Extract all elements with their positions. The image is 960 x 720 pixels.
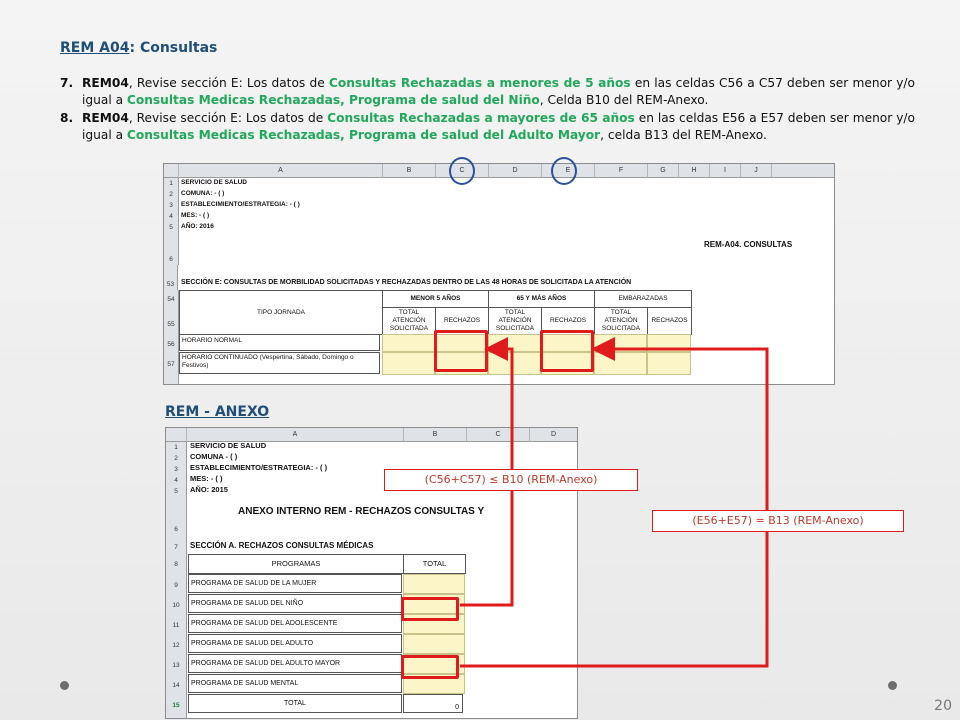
info-comuna[interactable]: COMUNA - ( ) (190, 452, 238, 461)
subhdr-total: TOTAL ATENCIÓN SOLICITADA (594, 307, 648, 335)
row-header[interactable]: 6 (164, 233, 179, 265)
col-header-i[interactable]: I (710, 164, 741, 178)
info-establecimiento[interactable]: ESTABLECIMIENTO/ESTRATEGIA: - ( ) (190, 463, 328, 472)
col-header-f[interactable]: F (595, 164, 648, 178)
program-row-mujer[interactable]: PROGRAMA DE SALUD DE LA MUJER (188, 574, 402, 593)
row-header[interactable]: 3 (164, 200, 179, 211)
col-header-a[interactable]: A (187, 428, 404, 442)
row-header[interactable]: 1 (166, 442, 187, 453)
total-header: TOTAL (403, 554, 466, 574)
info-mes[interactable]: MES: - ( ) (190, 474, 223, 483)
tipo-jornada-header: TIPO JORNADA (179, 290, 383, 335)
anexo-report-title: ANEXO INTERNO REM - RECHAZOS CONSULTAS Y (238, 506, 485, 517)
formula-label-c: (C56+C57) ≤ B10 (REM-Anexo) (384, 469, 638, 491)
row-header[interactable]: 6 (166, 497, 187, 539)
subhdr-total: TOTAL ATENCIÓN SOLICITADA (488, 307, 542, 335)
group-embarazadas: EMBARAZADAS (594, 290, 692, 308)
group-menor-5: MENOR 5 AÑOS (382, 290, 489, 308)
subhdr-rechazos: RECHAZOS (435, 307, 489, 335)
program-row-nino[interactable]: PROGRAMA DE SALUD DEL NIÑO (188, 594, 402, 613)
row57-label[interactable]: HORARIO CONTINUADO (Vespertina, Sábado, Domingo o Festivos) (179, 352, 380, 374)
rule-part: , celda B13 del REM-Anexo. (600, 128, 767, 142)
row-header[interactable]: 56 (164, 334, 179, 352)
col-header-g[interactable]: G (648, 164, 679, 178)
rule-part: Consultas Medicas Rechazadas, Programa de salud del Adulto Mayor (126, 128, 601, 142)
total-row-label: TOTAL (188, 694, 402, 713)
formula-label-e: (E56+E57) = B13 (REM-Anexo) (652, 510, 904, 532)
rule-part: en las celdas C56 a C57 deben ser menor y/o igual a (82, 76, 915, 107)
row-header[interactable]: 55 (164, 310, 179, 334)
row-header[interactable]: 2 (164, 189, 179, 200)
info-anio[interactable]: AÑO: 2015 (190, 485, 228, 494)
rule-part: Consultas Rechazadas a menores de 5 años (328, 76, 631, 90)
program-row-adolescente[interactable]: PROGRAMA DE SALUD DEL ADOLESCENTE (188, 614, 402, 633)
rule-part: , Revise sección E: Los datos de (128, 111, 328, 125)
decorative-dot-left (60, 681, 69, 690)
rule-number: 8. (60, 111, 74, 125)
row-header[interactable]: 1 (164, 178, 179, 189)
rule-part: REM04 (82, 76, 129, 90)
col-header-j[interactable]: J (741, 164, 772, 178)
row-header[interactable]: 7 (166, 539, 187, 554)
subhdr-rechazos: RECHAZOS (647, 307, 692, 335)
page-number: 20 (934, 698, 952, 714)
row-header[interactable]: 5 (164, 222, 179, 233)
row-header[interactable]: 53 (164, 265, 178, 308)
row-header[interactable]: 14 (166, 674, 187, 694)
info-servicio[interactable]: SERVICIO DE SALUD (181, 179, 247, 186)
info-establecimiento[interactable]: ESTABLECIMIENTO/ESTRATEGIA: - ( ) (181, 201, 300, 208)
col-header-d[interactable]: D (530, 428, 577, 442)
rule-number: 7. (60, 76, 74, 90)
title-link[interactable]: REM A04 (60, 40, 130, 56)
section-a-title: SECCIÓN A. RECHAZOS CONSULTAS MÉDICAS (190, 541, 374, 550)
rule-part: Consultas Medicas Rechazadas, Programa de salud del Niño (126, 93, 540, 107)
col-header-d[interactable]: D (489, 164, 542, 178)
info-anio[interactable]: AÑO: 2016 (181, 223, 214, 230)
cell-b15-total[interactable]: 0 (403, 694, 463, 713)
rule-part: en las celdas E56 a E57 deben ser menor y/o igual a (82, 111, 915, 142)
col-header-c[interactable]: C (467, 428, 530, 442)
arrow-e-to-b13 (460, 349, 767, 666)
row-header[interactable]: 2 (166, 453, 187, 464)
report-title: REM-A04. CONSULTAS (704, 240, 793, 249)
row-header[interactable]: 12 (166, 634, 187, 654)
rule-part: , Revise sección E: Los datos de (128, 76, 329, 90)
col-header-c[interactable]: C (436, 164, 489, 178)
program-row-adulto-mayor[interactable]: PROGRAMA DE SALUD DEL ADULTO MAYOR (188, 654, 402, 673)
row-header[interactable]: 4 (164, 211, 179, 222)
section-e-title: SECCIÓN E: CONSULTAS DE MORBILIDAD SOLICITADAS Y RECHAZADAS DENTRO DE LAS 48 HORAS DE SOLICITADA LA ATENCIÓN (181, 279, 632, 286)
programas-header: PROGRAMAS (188, 554, 404, 574)
row-header[interactable]: 57 (164, 352, 179, 384)
col-header-a[interactable]: A (179, 164, 383, 178)
col-header-b[interactable]: B (383, 164, 436, 178)
row-header[interactable]: 54 (164, 290, 179, 310)
subhdr-total: TOTAL ATENCIÓN SOLICITADA (382, 307, 436, 335)
program-row-mental[interactable]: PROGRAMA DE SALUD MENTAL (188, 674, 402, 693)
info-comuna[interactable]: COMUNA: - ( ) (181, 190, 225, 197)
info-mes[interactable]: MES: - ( ) (181, 212, 210, 219)
col-header-b[interactable]: B (404, 428, 467, 442)
row56-label[interactable]: HORARIO NORMAL (179, 334, 380, 351)
col-header-h[interactable]: H (679, 164, 710, 178)
row-header[interactable]: 9 (166, 574, 187, 594)
row-header[interactable]: 13 (166, 654, 187, 674)
info-servicio[interactable]: SERVICIO DE SALUD (190, 441, 267, 450)
row-header[interactable]: 8 (166, 554, 187, 574)
col-header-e[interactable]: E (542, 164, 595, 178)
row-header[interactable]: 15 (166, 694, 187, 718)
rule-part: REM04 (82, 111, 129, 125)
row-header[interactable]: 11 (166, 614, 187, 634)
program-row-adulto[interactable]: PROGRAMA DE SALUD DEL ADULTO (188, 634, 402, 653)
rem-anexo-title: REM - ANEXO (165, 404, 270, 420)
group-65-mas: 65 Y MÁS AÑOS (488, 290, 595, 308)
row-header[interactable]: 3 (166, 464, 187, 475)
row-header[interactable]: 5 (166, 486, 187, 497)
rule-part: , Celda B10 del REM-Anexo. (539, 93, 709, 107)
row-header[interactable]: 10 (166, 594, 187, 614)
decorative-dot-right (888, 681, 897, 690)
title-rest: : Consultas (129, 40, 218, 56)
rule-part: Consultas Rechazadas a mayores de 65 años (327, 111, 635, 125)
subhdr-rechazos: RECHAZOS (541, 307, 595, 335)
row-header[interactable]: 4 (166, 475, 187, 486)
